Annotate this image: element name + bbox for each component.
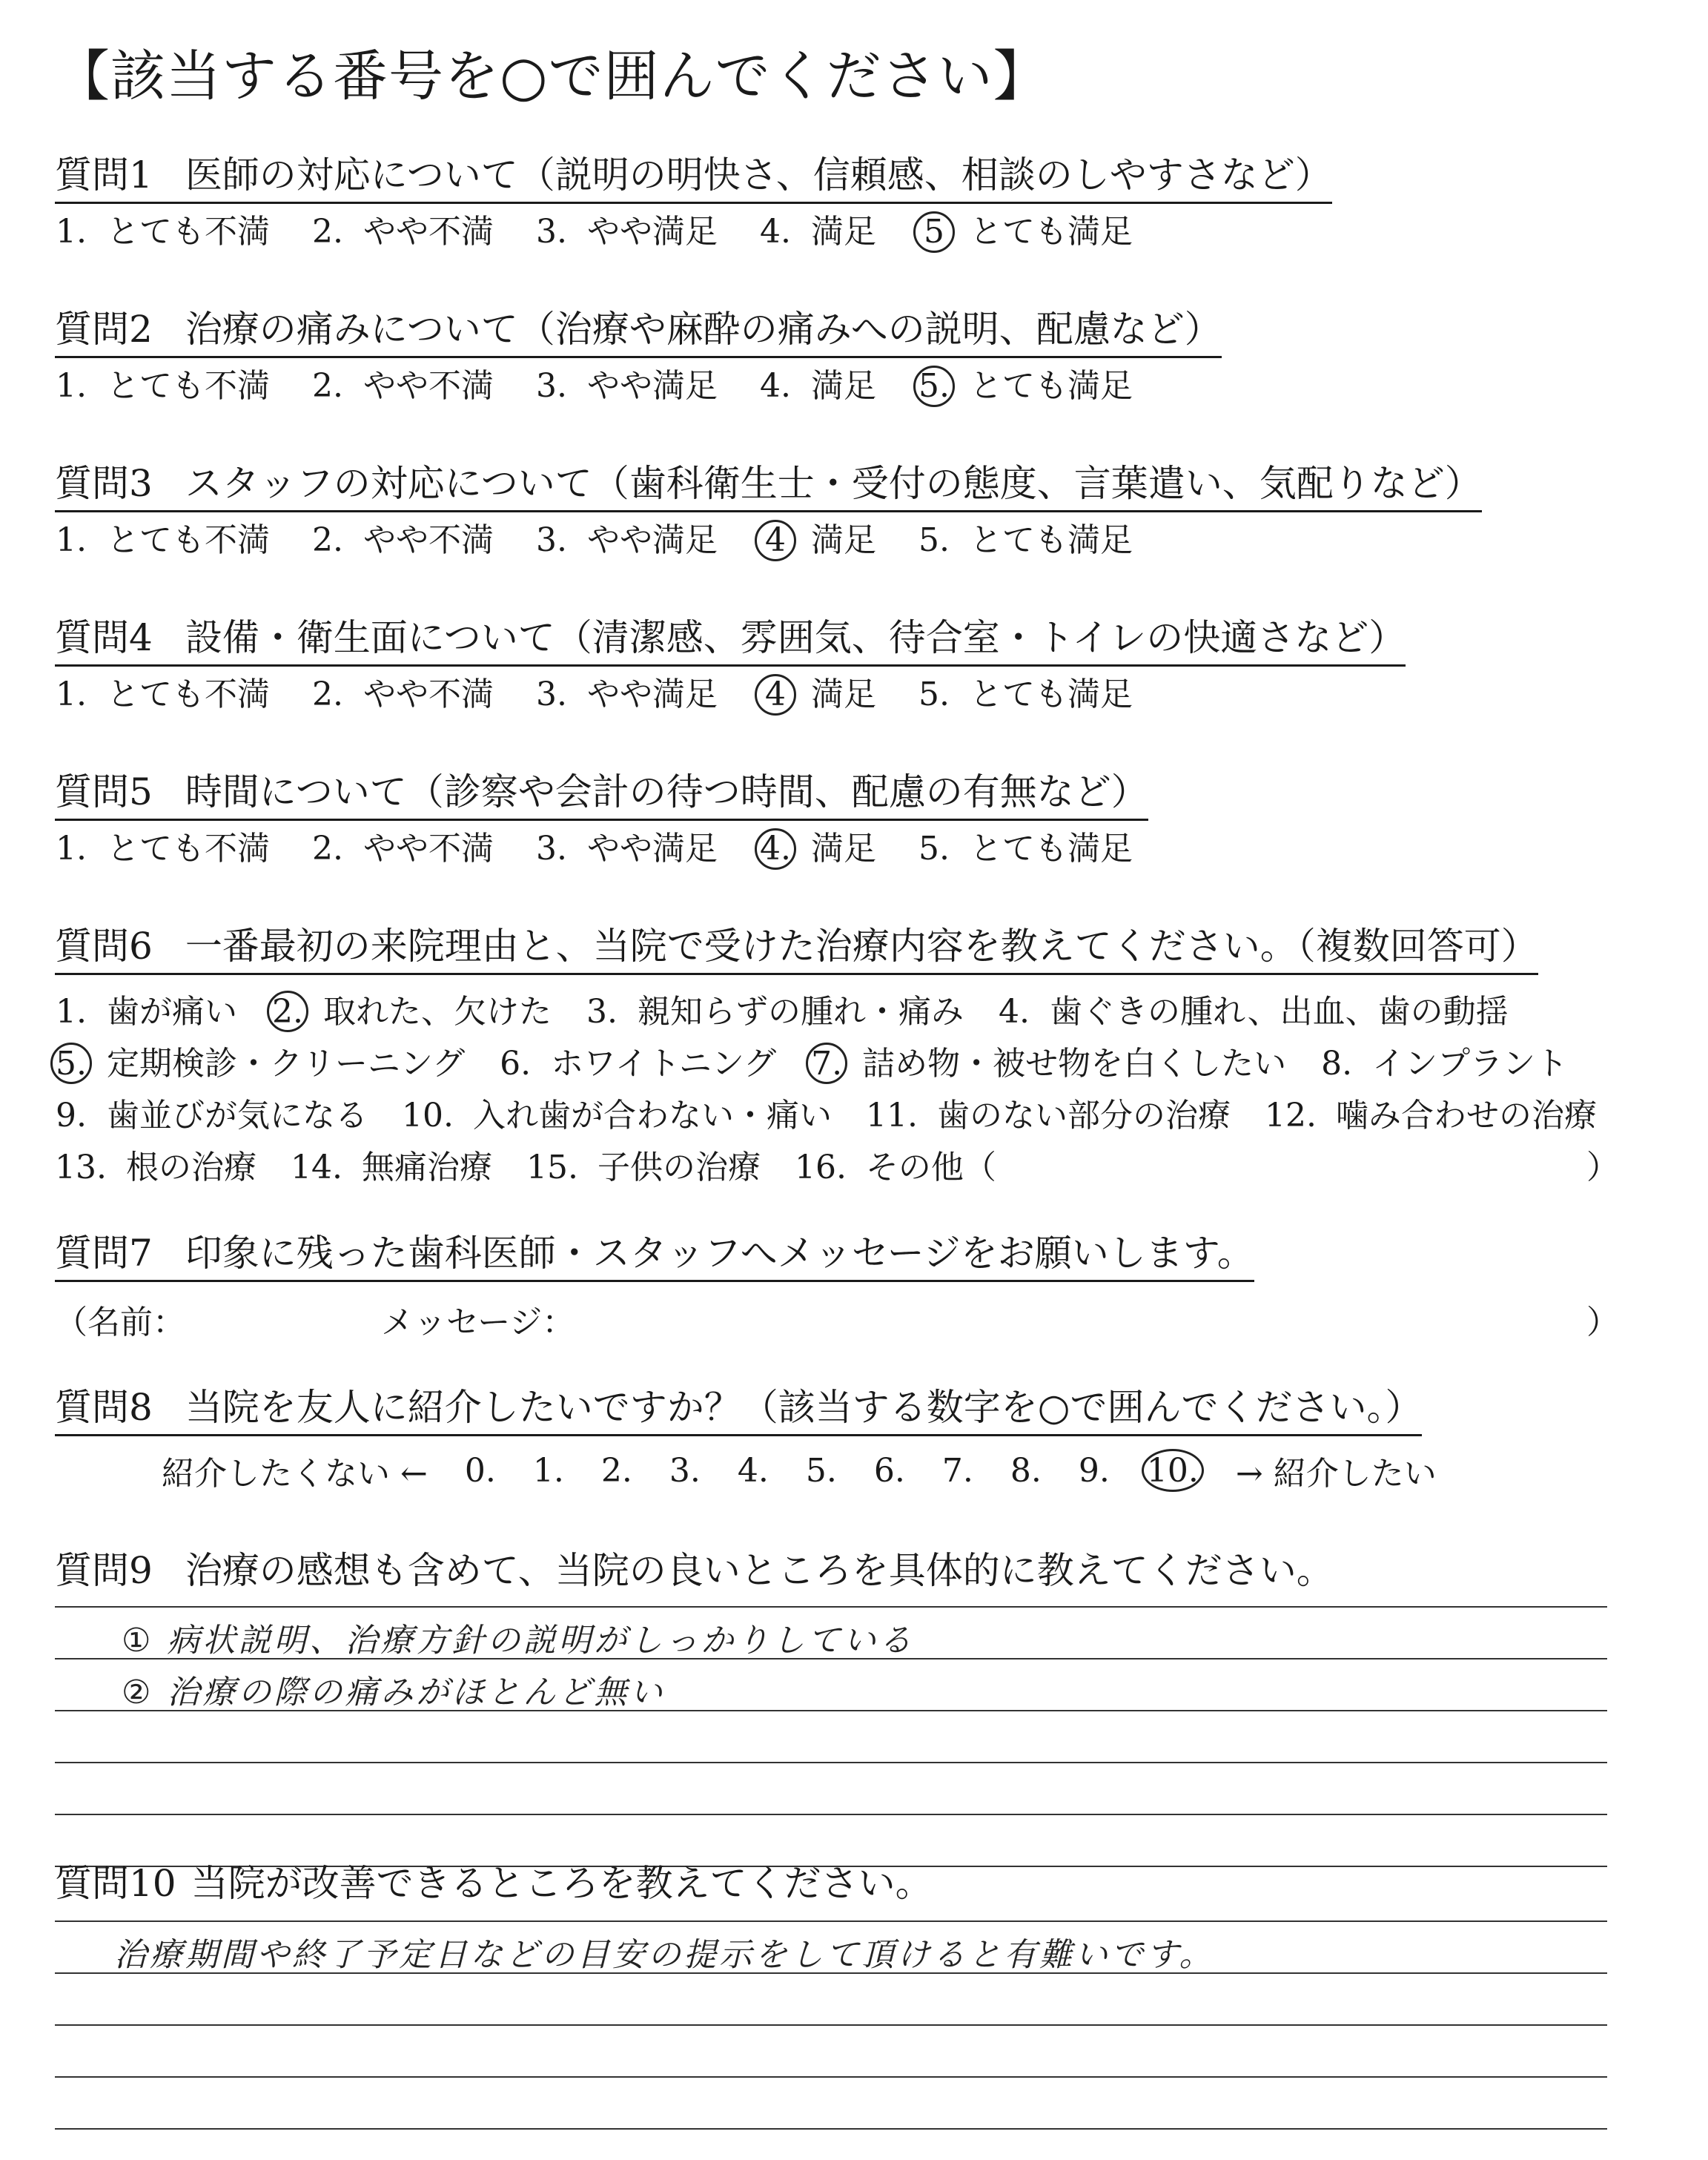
other-close-paren: ） <box>1586 1148 1619 1186</box>
scale-6[interactable]: 6. <box>873 1451 905 1490</box>
question-8-title <box>55 1385 1422 1436</box>
rating-options <box>55 828 1174 869</box>
option-14[interactable]: 14. 無痛治療 <box>290 1148 492 1186</box>
option-3[interactable]: 3. 親知らずの腫れ・痛み <box>586 992 964 1031</box>
option-1[interactable]: 1. とても不満 <box>56 213 270 251</box>
scale-0[interactable]: 0. <box>464 1451 496 1490</box>
question-7-title <box>55 1231 1254 1282</box>
option-3[interactable]: 3. やや満足 <box>536 213 718 251</box>
ruled-line <box>55 2076 1607 2078</box>
question-number: 質問9 <box>55 1549 153 1592</box>
option-4-selected[interactable]: 4. 満足 <box>760 830 876 868</box>
question-text: スタッフの対応について（歯科衛生士・受付の態度、言葉遣い、気配りなど） <box>185 462 1482 505</box>
question-1 <box>55 153 1332 252</box>
question-3-title <box>55 461 1482 512</box>
question-text: 当院が改善できるところを教えてください。 <box>191 1862 933 1905</box>
ruled-line <box>55 1762 1607 1763</box>
question-number: 質問5 <box>55 770 153 813</box>
scale-3[interactable]: 3. <box>669 1451 701 1490</box>
option-4[interactable]: 4. 満足 <box>760 367 876 405</box>
question-number: 質問2 <box>55 308 153 351</box>
option-5[interactable]: 5. とても満足 <box>918 830 1133 868</box>
options-row <box>55 985 1631 1037</box>
rating-options <box>55 520 1482 561</box>
scale-5[interactable]: 5. <box>805 1451 837 1490</box>
question-10 <box>55 1861 933 1906</box>
question-number: 質問7 <box>55 1232 153 1275</box>
question-4-title <box>55 615 1406 667</box>
question-2-title <box>55 307 1222 358</box>
scale-2[interactable]: 2. <box>600 1451 632 1490</box>
option-9[interactable]: 9. 歯並びが気になる <box>56 1096 368 1135</box>
options-row <box>55 1037 1631 1089</box>
option-6[interactable]: 6. ホワイトニング <box>500 1044 777 1083</box>
question-text: 印象に残った歯科医師・スタッフへメッセージをお願いします。 <box>185 1232 1254 1275</box>
option-4[interactable]: 4. 満足 <box>760 213 876 251</box>
option-5-selected[interactable]: 5. とても満足 <box>918 367 1133 405</box>
option-3[interactable]: 3. やや満足 <box>536 830 718 868</box>
option-1[interactable]: 1. 歯が痛い <box>56 992 237 1031</box>
question-4 <box>55 615 1406 715</box>
option-16-other[interactable]: 16. その他（ <box>794 1148 996 1186</box>
option-1[interactable]: 1. とても不満 <box>56 830 270 868</box>
option-1[interactable]: 1. とても不満 <box>56 521 270 559</box>
scale-left-label: 紹介したくない ← <box>162 1455 428 1493</box>
ruled-line <box>55 1606 1607 1608</box>
options-row <box>55 1089 1631 1141</box>
message-label: メッセージ： <box>381 1304 575 1341</box>
option-4[interactable]: 4. 歯ぐきの腫れ、出血、歯の動揺 <box>999 992 1509 1031</box>
scale-9[interactable]: 9. <box>1078 1451 1110 1490</box>
scale-8[interactable]: 8. <box>1010 1451 1042 1490</box>
rating-options <box>55 674 1406 715</box>
option-3[interactable]: 3. やや満足 <box>536 367 718 405</box>
option-4-selected[interactable]: 4 満足 <box>759 520 876 561</box>
question-number: 質問1 <box>55 153 153 196</box>
question-6-title <box>55 924 1538 975</box>
question-1-title <box>55 153 1332 204</box>
option-5-selected[interactable]: 5. 定期検診・クリーニング <box>56 1044 466 1083</box>
question-number: 質問8 <box>55 1386 153 1429</box>
option-11[interactable]: 11. 歯のない部分の治療 <box>865 1096 1231 1135</box>
option-3[interactable]: 3. やや満足 <box>536 521 718 559</box>
question-text: 設備・衛生面について（清潔感、雰囲気、待合室・トイレの快適さなど） <box>185 616 1406 659</box>
option-8[interactable]: 8. インプラント <box>1321 1044 1569 1083</box>
option-1[interactable]: 1. とても不満 <box>56 676 270 713</box>
question-text: 医師の対応について（説明の明快さ、信頼感、相談のしやすさなど） <box>185 153 1332 196</box>
question-number: 質問6 <box>55 925 153 968</box>
question-number: 質問4 <box>55 616 153 659</box>
question-9-title <box>55 1548 1334 1593</box>
message-field[interactable] <box>55 1295 1619 1340</box>
option-12[interactable]: 12. 噛み合わせの治療 <box>1264 1096 1597 1135</box>
rating-options <box>55 366 1222 406</box>
option-10[interactable]: 10. 入れ歯が合わない・痛い <box>402 1096 832 1135</box>
handwritten-answer-1: ① 病状説明、治療方針の説明がしっかりしている <box>122 1622 915 1659</box>
option-2[interactable]: 2. やや不満 <box>312 213 494 251</box>
scale-7[interactable]: 7. <box>941 1451 973 1490</box>
question-5-title <box>55 770 1148 821</box>
option-1[interactable]: 1. とても不満 <box>56 367 270 405</box>
option-7-selected[interactable]: 7. 詰め物・被せ物を白くしたい <box>811 1044 1287 1083</box>
option-13[interactable]: 13. 根の治療 <box>55 1148 256 1186</box>
option-4-selected[interactable]: 4 満足 <box>759 674 876 715</box>
option-2[interactable]: 2. やや不満 <box>312 367 494 405</box>
question-text: 治療の痛みについて（治療や麻酔の痛みへの説明、配慮など） <box>185 308 1222 351</box>
name-label: （名前： <box>55 1304 185 1341</box>
question-10-title <box>55 1861 933 1906</box>
recommend-scale <box>55 1447 1474 1494</box>
option-2[interactable]: 2. やや不満 <box>312 676 494 713</box>
question-text: 時間について（診察や会計の待つ時間、配慮の有無など） <box>185 770 1148 813</box>
question-5 <box>55 770 1174 869</box>
question-9 <box>55 1548 1334 1593</box>
question-3 <box>55 461 1482 561</box>
option-3[interactable]: 3. やや満足 <box>536 676 718 713</box>
question-number: 質問10 <box>55 1862 176 1905</box>
question-7 <box>55 1231 1619 1340</box>
option-2-selected[interactable]: 2. 取れた、欠けた <box>272 992 552 1031</box>
option-2[interactable]: 2. やや不満 <box>312 830 494 868</box>
option-15[interactable]: 15. 子供の治療 <box>526 1148 761 1186</box>
rating-options <box>55 211 1332 252</box>
question-text: 一番最初の来院理由と、当院で受けた治療内容を教えてください。（複数回答可） <box>185 925 1538 968</box>
reason-options <box>55 985 1631 1193</box>
options-row <box>55 1141 1619 1193</box>
ruled-line <box>55 1814 1607 1815</box>
scale-1[interactable]: 1. <box>532 1451 564 1490</box>
option-5-selected[interactable]: 5 とても満足 <box>918 211 1133 252</box>
ruled-line <box>55 2024 1607 2026</box>
question-number: 質問3 <box>55 462 153 505</box>
scale-10-selected[interactable]: 10. <box>1146 1451 1199 1490</box>
page-title: 【該当する番号を○で囲んでください】 <box>55 44 1049 108</box>
ruled-line <box>55 1920 1607 1922</box>
question-2 <box>55 307 1222 406</box>
scale-4[interactable]: 4. <box>737 1451 769 1490</box>
question-6 <box>55 924 1631 1193</box>
option-2[interactable]: 2. やや不満 <box>312 521 494 559</box>
scale-right-label: → 紹介したい <box>1235 1455 1437 1493</box>
message-close-paren: ） <box>1586 1304 1619 1341</box>
handwritten-answer-2: ② 治療の際の痛みがほとんど無い <box>122 1674 666 1711</box>
question-8 <box>55 1385 1474 1494</box>
question-text: 治療の感想も含めて、当院の良いところを具体的に教えてください。 <box>185 1549 1334 1592</box>
handwritten-answer-1: 治療期間や終了予定日などの目安の提示をして頂けると有難いです。 <box>114 1936 1215 1974</box>
option-5[interactable]: 5. とても満足 <box>918 521 1133 559</box>
option-5[interactable]: 5. とても満足 <box>918 676 1133 713</box>
question-text: 当院を友人に紹介したいですか？（該当する数字を○で囲んでください。） <box>185 1386 1423 1429</box>
ruled-line <box>55 2128 1607 2130</box>
